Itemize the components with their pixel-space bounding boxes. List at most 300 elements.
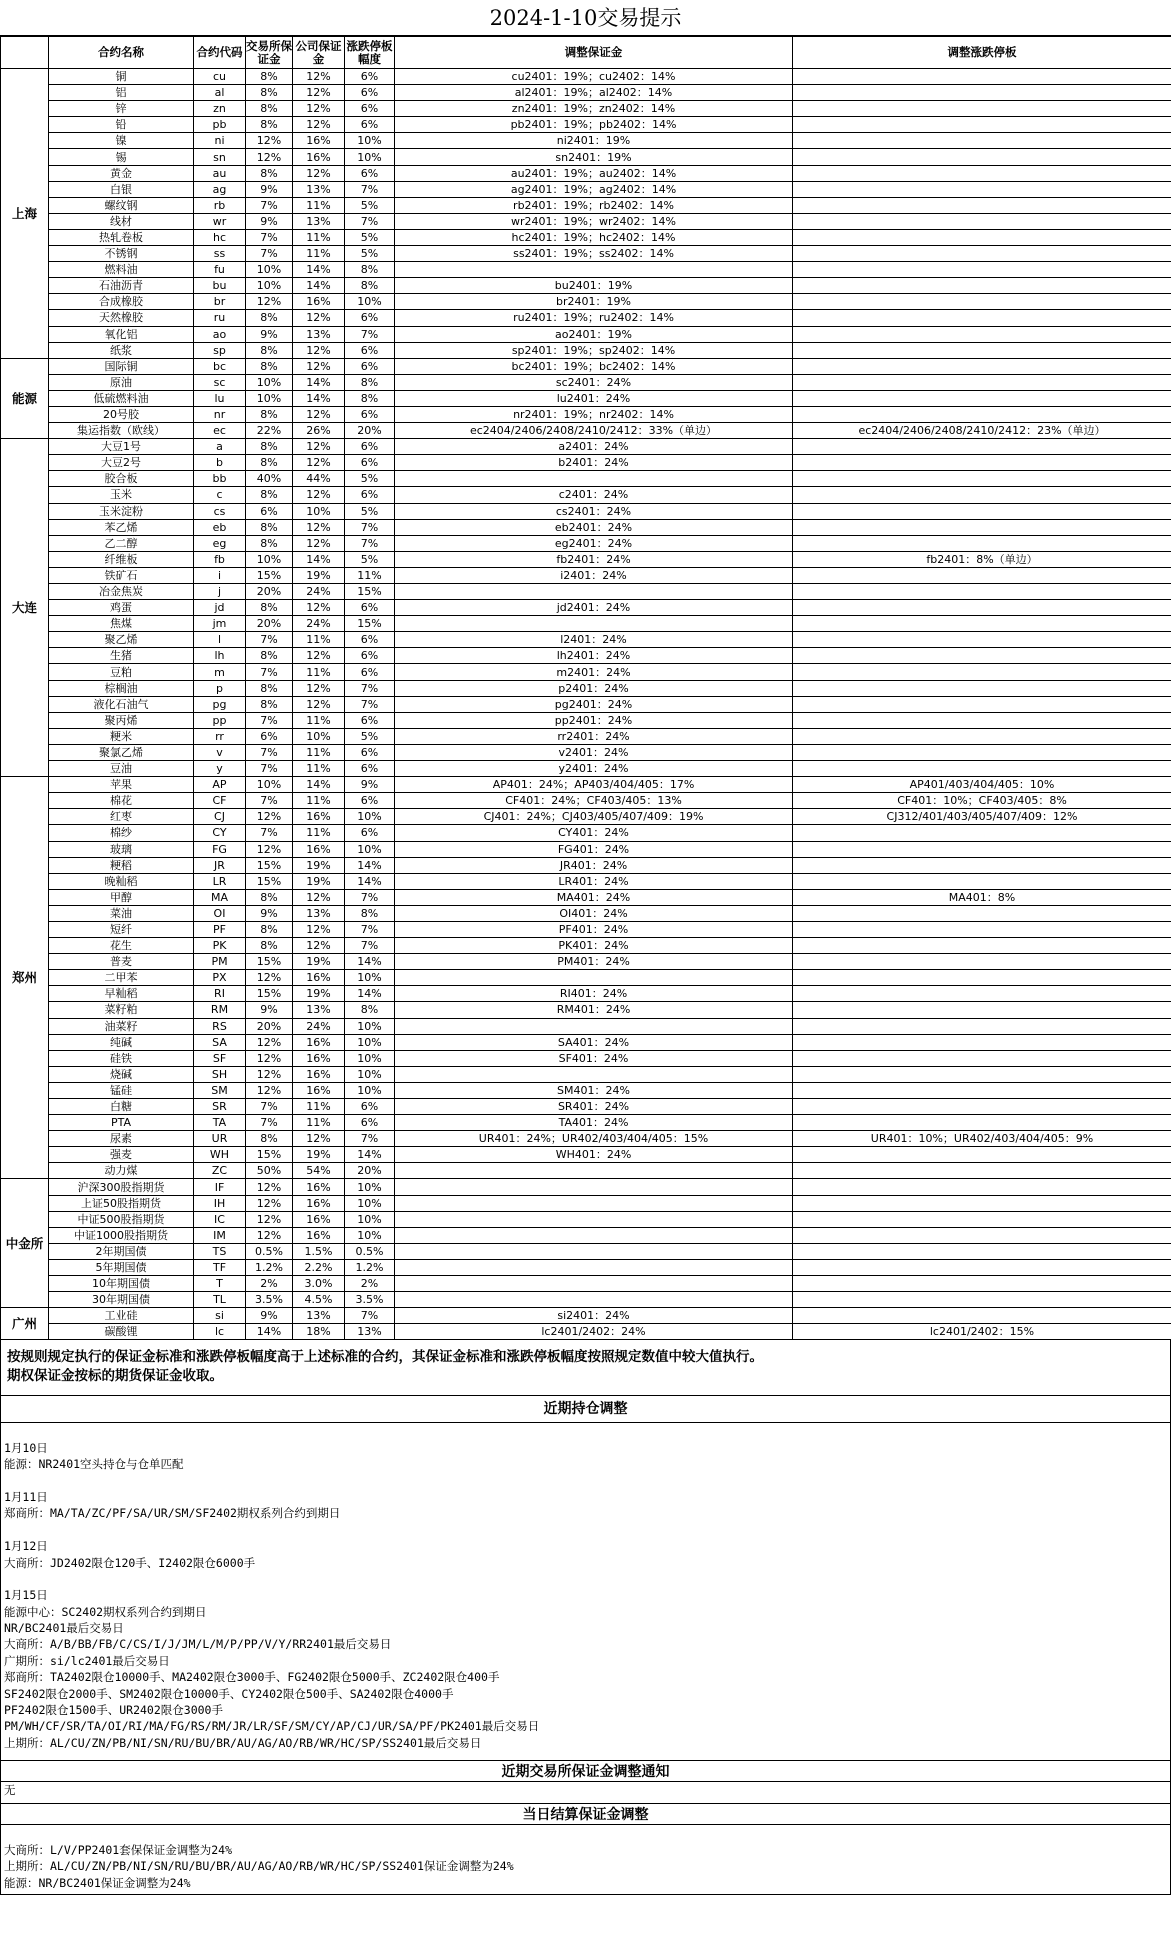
company-margin-cell: 11% — [293, 793, 345, 809]
section-line: 1月15日 — [4, 1588, 48, 1603]
contract-name-cell: 乙二醇 — [49, 535, 194, 551]
company-margin-cell: 16% — [293, 133, 345, 149]
contract-name-cell: 甲醇 — [49, 889, 194, 905]
contract-name-cell: 铜 — [49, 69, 194, 85]
exchange-margin-cell: 8% — [246, 680, 293, 696]
price-limit-cell: 0.5% — [345, 1243, 395, 1259]
company-margin-cell: 19% — [293, 986, 345, 1002]
contract-name-cell: 氧化铝 — [49, 326, 194, 342]
contract-name-cell: 菜油 — [49, 905, 194, 921]
exchange-margin-cell: 10% — [246, 551, 293, 567]
adjusted-limit-cell — [793, 1147, 1171, 1163]
adjusted-limit-cell — [793, 101, 1171, 117]
contract-code-cell: cu — [194, 69, 246, 85]
exchange-margin-cell: 15% — [246, 873, 293, 889]
price-limit-cell: 20% — [345, 1163, 395, 1179]
adjusted-limit-cell — [793, 954, 1171, 970]
adjusted-margin-cell — [395, 970, 793, 986]
price-limit-cell: 15% — [345, 584, 395, 600]
table-row — [1, 358, 1171, 374]
contract-name-cell: 螺纹钢 — [49, 197, 194, 213]
section-line: 郑商所：MA/TA/ZC/PF/SA/UR/SM/SF2402期权系列合约到期日 — [4, 1506, 341, 1521]
price-limit-cell: 14% — [345, 873, 395, 889]
price-limit-cell: 14% — [345, 857, 395, 873]
adjusted-margin-cell: ec2404/2406/2408/2410/2412：33%（单边） — [395, 423, 793, 439]
contract-code-cell: ec — [194, 423, 246, 439]
contract-code-cell: TL — [194, 1292, 246, 1308]
company-margin-cell: 16% — [293, 1050, 345, 1066]
contract-name-cell: 国际铜 — [49, 358, 194, 374]
contract-code-cell: fu — [194, 262, 246, 278]
company-margin-cell: 11% — [293, 197, 345, 213]
contract-code-cell: bb — [194, 471, 246, 487]
contract-name-cell: 硅铁 — [49, 1050, 194, 1066]
price-limit-cell: 10% — [345, 1066, 395, 1082]
contract-code-cell: hc — [194, 229, 246, 245]
adjusted-limit-cell — [793, 600, 1171, 616]
table-row — [1, 278, 1171, 294]
exchange-margin-cell: 8% — [246, 101, 293, 117]
adjusted-margin-cell: PM401：24% — [395, 954, 793, 970]
table-row — [1, 101, 1171, 117]
contract-name-cell: 沪深300股指期货 — [49, 1179, 194, 1195]
adjusted-limit-cell — [793, 921, 1171, 937]
adjusted-limit-cell — [793, 535, 1171, 551]
company-margin-cell: 16% — [293, 1211, 345, 1227]
contract-code-cell: sn — [194, 149, 246, 165]
exchange-margin-cell: 20% — [246, 1018, 293, 1034]
contract-code-cell: T — [194, 1276, 246, 1292]
adjusted-limit-cell — [793, 873, 1171, 889]
contract-name-cell: 纤维板 — [49, 551, 194, 567]
exchange-margin-cell: 15% — [246, 986, 293, 1002]
price-limit-cell: 9% — [345, 777, 395, 793]
adjusted-limit-cell — [793, 1082, 1171, 1098]
exchange-margin-cell: 6% — [246, 728, 293, 744]
company-margin-cell: 12% — [293, 69, 345, 85]
company-margin-cell: 12% — [293, 487, 345, 503]
company-margin-cell: 19% — [293, 857, 345, 873]
contract-name-cell: 焦煤 — [49, 616, 194, 632]
company-margin-cell: 16% — [293, 809, 345, 825]
company-margin-cell: 19% — [293, 873, 345, 889]
exchange-margin-cell: 10% — [246, 374, 293, 390]
adjusted-limit-cell — [793, 1227, 1171, 1243]
price-limit-cell: 6% — [345, 600, 395, 616]
table-row — [1, 1147, 1171, 1163]
table-row — [1, 455, 1171, 471]
price-limit-cell: 14% — [345, 954, 395, 970]
adjusted-limit-cell — [793, 1243, 1171, 1259]
contract-name-cell: 二甲苯 — [49, 970, 194, 986]
contract-code-cell: au — [194, 165, 246, 181]
contract-name-cell: 普麦 — [49, 954, 194, 970]
contract-name-cell: 玉米淀粉 — [49, 503, 194, 519]
exchange-margin-cell: 8% — [246, 600, 293, 616]
contract-code-cell: pp — [194, 712, 246, 728]
contract-name-cell: 棉花 — [49, 793, 194, 809]
adjusted-margin-cell: RI401：24% — [395, 986, 793, 1002]
adjusted-margin-cell — [395, 616, 793, 632]
table-row — [1, 246, 1171, 262]
company-margin-cell: 12% — [293, 696, 345, 712]
adjusted-limit-cell — [793, 487, 1171, 503]
section-line: PM/WH/CF/SR/TA/OI/RI/MA/FG/RS/RM/JR/LR/SF/SM/CY/AP/CJ/UR/SA/PF/PK2401最后交易日 — [4, 1719, 540, 1734]
contract-code-cell: bc — [194, 358, 246, 374]
adjusted-margin-cell — [395, 1163, 793, 1179]
exchange-margin-cell: 8% — [246, 696, 293, 712]
contract-code-cell: zn — [194, 101, 246, 117]
price-limit-cell: 6% — [345, 1115, 395, 1131]
company-margin-cell: 11% — [293, 761, 345, 777]
exchange-margin-cell: 8% — [246, 1131, 293, 1147]
contract-code-cell: IF — [194, 1179, 246, 1195]
adjusted-margin-cell: l2401：24% — [395, 632, 793, 648]
table-row — [1, 1292, 1171, 1308]
contract-name-cell: 红枣 — [49, 809, 194, 825]
contract-name-cell: 集运指数（欧线） — [49, 423, 194, 439]
contract-name-cell: 烧碱 — [49, 1066, 194, 1082]
margin-table — [0, 36, 1171, 1340]
exchange-margin-cell: 10% — [246, 262, 293, 278]
contract-code-cell: PX — [194, 970, 246, 986]
exchange-margin-cell: 7% — [246, 1099, 293, 1115]
adjusted-margin-cell: i2401：24% — [395, 567, 793, 583]
contract-code-cell: ag — [194, 181, 246, 197]
adjusted-limit-cell — [793, 1066, 1171, 1082]
price-limit-cell: 8% — [345, 390, 395, 406]
contract-name-cell: 黄金 — [49, 165, 194, 181]
company-margin-cell: 12% — [293, 85, 345, 101]
exchange-margin-cell: 8% — [246, 455, 293, 471]
exchange-margin-cell: 8% — [246, 69, 293, 85]
company-margin-cell: 12% — [293, 938, 345, 954]
adjusted-margin-cell: sc2401：24% — [395, 374, 793, 390]
table-row — [1, 1324, 1171, 1340]
contract-code-cell: CJ — [194, 809, 246, 825]
contract-code-cell: CF — [194, 793, 246, 809]
adjusted-margin-cell: pb2401：19%；pb2402：14% — [395, 117, 793, 133]
contract-code-cell: rb — [194, 197, 246, 213]
contract-code-cell: br — [194, 294, 246, 310]
adjusted-limit-cell — [793, 85, 1171, 101]
contract-code-cell: IM — [194, 1227, 246, 1243]
adjusted-margin-cell: ni2401：19% — [395, 133, 793, 149]
contract-code-cell: cs — [194, 503, 246, 519]
company-margin-cell: 12% — [293, 406, 345, 422]
adjusted-limit-cell — [793, 986, 1171, 1002]
company-margin-cell: 12% — [293, 117, 345, 133]
company-margin-cell: 14% — [293, 374, 345, 390]
table-row — [1, 165, 1171, 181]
table-row — [1, 1002, 1171, 1018]
price-limit-cell: 6% — [345, 664, 395, 680]
contract-code-cell: bu — [194, 278, 246, 294]
company-margin-cell: 19% — [293, 1147, 345, 1163]
adjusted-limit-cell — [793, 374, 1171, 390]
contract-code-cell: lc — [194, 1324, 246, 1340]
table-row — [1, 857, 1171, 873]
table-row — [1, 1227, 1171, 1243]
adjusted-limit-cell — [793, 213, 1171, 229]
exchange-margin-cell: 8% — [246, 358, 293, 374]
contract-code-cell: RS — [194, 1018, 246, 1034]
adjusted-limit-cell — [793, 632, 1171, 648]
adjusted-limit-cell — [793, 744, 1171, 760]
table-row — [1, 938, 1171, 954]
contract-code-cell: j — [194, 584, 246, 600]
company-margin-cell: 11% — [293, 1099, 345, 1115]
price-limit-cell: 14% — [345, 1147, 395, 1163]
contract-code-cell: AP — [194, 777, 246, 793]
exchange-margin-cell: 7% — [246, 712, 293, 728]
company-margin-cell: 11% — [293, 825, 345, 841]
adjusted-margin-cell: au2401：19%；au2402：14% — [395, 165, 793, 181]
exchange-cell: 上海 — [1, 69, 49, 359]
table-row — [1, 471, 1171, 487]
price-limit-cell: 7% — [345, 326, 395, 342]
price-limit-cell: 13% — [345, 1324, 395, 1340]
adjusted-margin-cell — [395, 1179, 793, 1195]
header-contract-code: 合约代码 — [194, 37, 246, 69]
company-margin-cell: 16% — [293, 294, 345, 310]
price-limit-cell: 10% — [345, 1211, 395, 1227]
header-company-margin: 公司保证金 — [293, 37, 345, 69]
adjusted-limit-cell — [793, 342, 1171, 358]
exchange-margin-cell: 7% — [246, 744, 293, 760]
price-limit-cell: 8% — [345, 262, 395, 278]
adjusted-limit-cell — [793, 567, 1171, 583]
exchange-margin-cell: 12% — [246, 809, 293, 825]
page-title: 2024-1-10交易提示 — [0, 0, 1171, 36]
exchange-margin-cell: 8% — [246, 519, 293, 535]
adjusted-limit-cell — [793, 326, 1171, 342]
table-row — [1, 551, 1171, 567]
price-limit-cell: 10% — [345, 809, 395, 825]
company-margin-cell: 19% — [293, 567, 345, 583]
table-row — [1, 117, 1171, 133]
adjusted-limit-cell: AP401/403/404/405：10% — [793, 777, 1171, 793]
section-line — [4, 1522, 1170, 1538]
section-line: 上期所：AL/CU/ZN/PB/NI/SN/RU/BU/BR/AU/AG/AO/RB/WR/HC/SP/SS2401最后交易日 — [4, 1735, 482, 1750]
exchange-cell: 大连 — [1, 439, 49, 777]
exchange-margin-cell: 20% — [246, 616, 293, 632]
table-row — [1, 213, 1171, 229]
table-row — [1, 889, 1171, 905]
price-limit-cell: 7% — [345, 181, 395, 197]
contract-name-cell: 鸡蛋 — [49, 600, 194, 616]
price-limit-cell: 1.2% — [345, 1259, 395, 1275]
contract-code-cell: ZC — [194, 1163, 246, 1179]
adjusted-limit-cell — [793, 905, 1171, 921]
table-row — [1, 310, 1171, 326]
price-limit-cell: 10% — [345, 1227, 395, 1243]
rules-note-line: 按规则规定执行的保证金标准和涨跌停板幅度高于上述标准的合约，其保证金标准和涨跌停板幅度按照规定数值中较大值执行。 — [7, 1349, 763, 1366]
exchange-margin-cell: 40% — [246, 471, 293, 487]
contract-name-cell: 中证1000股指期货 — [49, 1227, 194, 1243]
company-margin-cell: 12% — [293, 439, 345, 455]
contract-code-cell: i — [194, 567, 246, 583]
company-margin-cell: 24% — [293, 1018, 345, 1034]
price-limit-cell: 6% — [345, 632, 395, 648]
table-row — [1, 793, 1171, 809]
adjusted-limit-cell — [793, 246, 1171, 262]
adjusted-limit-cell — [793, 455, 1171, 471]
price-limit-cell: 6% — [345, 825, 395, 841]
contract-name-cell: 合成橡胶 — [49, 294, 194, 310]
section-line: 1月11日 — [4, 1489, 48, 1504]
adjusted-limit-cell — [793, 439, 1171, 455]
contract-name-cell: 早籼稻 — [49, 986, 194, 1002]
adjusted-margin-cell: MA401：24% — [395, 889, 793, 905]
adjusted-limit-cell: lc2401/2402：15% — [793, 1324, 1171, 1340]
company-margin-cell: 12% — [293, 101, 345, 117]
contract-name-cell: 苹果 — [49, 777, 194, 793]
exchange-margin-cell: 8% — [246, 117, 293, 133]
rules-note-line: 期权保证金按标的期货保证金收取。 — [7, 1368, 223, 1385]
table-row — [1, 986, 1171, 1002]
section-line: 郑商所：TA2402限仓10000手、MA2402限仓3000手、FG2402限仓5000手、ZC2402限仓400手 — [4, 1670, 500, 1685]
table-row — [1, 294, 1171, 310]
table-row — [1, 696, 1171, 712]
settlement-adjust-header: 当日结算保证金调整 — [0, 1803, 1171, 1825]
adjusted-limit-cell — [793, 519, 1171, 535]
section-line: 能源：NR2401空头持仓与仓单匹配 — [4, 1457, 184, 1472]
company-margin-cell: 19% — [293, 954, 345, 970]
adjusted-limit-cell — [793, 406, 1171, 422]
table-row — [1, 423, 1171, 439]
contract-code-cell: JR — [194, 857, 246, 873]
contract-name-cell: 晚籼稻 — [49, 873, 194, 889]
contract-name-cell: 铁矿石 — [49, 567, 194, 583]
adjusted-limit-cell — [793, 841, 1171, 857]
contract-name-cell: 锡 — [49, 149, 194, 165]
adjusted-margin-cell: lh2401：24% — [395, 648, 793, 664]
table-row — [1, 1259, 1171, 1275]
contract-code-cell: MA — [194, 889, 246, 905]
contract-code-cell: p — [194, 680, 246, 696]
exchange-header — [1, 37, 49, 69]
contract-code-cell: PF — [194, 921, 246, 937]
contract-code-cell: al — [194, 85, 246, 101]
table-row — [1, 439, 1171, 455]
price-limit-cell: 6% — [345, 342, 395, 358]
table-row — [1, 809, 1171, 825]
adjusted-margin-cell: eg2401：24% — [395, 535, 793, 551]
adjusted-margin-cell: SF401：24% — [395, 1050, 793, 1066]
table-row — [1, 744, 1171, 760]
adjusted-limit-cell — [793, 1018, 1171, 1034]
price-limit-cell: 10% — [345, 149, 395, 165]
table-row — [1, 728, 1171, 744]
contract-code-cell: WH — [194, 1147, 246, 1163]
adjusted-limit-cell — [793, 970, 1171, 986]
contract-code-cell: pg — [194, 696, 246, 712]
price-limit-cell: 6% — [345, 358, 395, 374]
adjusted-limit-cell — [793, 149, 1171, 165]
adjusted-limit-cell — [793, 938, 1171, 954]
table-row — [1, 1034, 1171, 1050]
exchange-margin-cell: 8% — [246, 648, 293, 664]
adjusted-limit-cell — [793, 728, 1171, 744]
price-limit-cell: 6% — [345, 85, 395, 101]
contract-code-cell: ni — [194, 133, 246, 149]
table-row — [1, 648, 1171, 664]
price-limit-cell: 6% — [345, 310, 395, 326]
company-margin-cell: 16% — [293, 1082, 345, 1098]
contract-name-cell: 纯碱 — [49, 1034, 194, 1050]
company-margin-cell: 24% — [293, 584, 345, 600]
contract-code-cell: lh — [194, 648, 246, 664]
exchange-margin-cell: 12% — [246, 1227, 293, 1243]
exchange-margin-cell: 14% — [246, 1324, 293, 1340]
company-margin-cell: 16% — [293, 841, 345, 857]
exchange-cell: 郑州 — [1, 777, 49, 1179]
adjusted-margin-cell: CY401：24% — [395, 825, 793, 841]
exchange-margin-cell: 8% — [246, 165, 293, 181]
contract-name-cell: 2年期国债 — [49, 1243, 194, 1259]
price-limit-cell: 3.5% — [345, 1292, 395, 1308]
exchange-margin-cell: 7% — [246, 246, 293, 262]
price-limit-cell: 10% — [345, 1179, 395, 1195]
adjusted-margin-cell: FG401：24% — [395, 841, 793, 857]
exchange-margin-cell: 1.2% — [246, 1259, 293, 1275]
margin-notice-body — [0, 1782, 1171, 1803]
price-limit-cell: 10% — [345, 841, 395, 857]
table-row — [1, 567, 1171, 583]
adjusted-margin-cell: cu2401：19%；cu2402：14% — [395, 69, 793, 85]
contract-name-cell: 中证500股指期货 — [49, 1211, 194, 1227]
table-row — [1, 390, 1171, 406]
price-limit-cell: 6% — [345, 69, 395, 85]
contract-code-cell: PM — [194, 954, 246, 970]
section-line: 大商所：L/V/PP2401套保保证金调整为24% — [4, 1842, 233, 1857]
adjusted-limit-cell — [793, 1034, 1171, 1050]
company-margin-cell: 26% — [293, 423, 345, 439]
company-margin-cell: 11% — [293, 712, 345, 728]
contract-name-cell: 尿素 — [49, 1131, 194, 1147]
company-margin-cell: 13% — [293, 213, 345, 229]
contract-code-cell: sp — [194, 342, 246, 358]
adjusted-margin-cell: b2401：24% — [395, 455, 793, 471]
contract-name-cell: 豆油 — [49, 761, 194, 777]
company-margin-cell: 12% — [293, 600, 345, 616]
adjusted-margin-cell: ag2401：19%；ag2402：14% — [395, 181, 793, 197]
table-row — [1, 761, 1171, 777]
price-limit-cell: 15% — [345, 616, 395, 632]
adjusted-limit-cell — [793, 1276, 1171, 1292]
contract-name-cell: 大豆2号 — [49, 455, 194, 471]
company-margin-cell: 16% — [293, 1195, 345, 1211]
contract-name-cell: 原油 — [49, 374, 194, 390]
contract-name-cell: 10年期国债 — [49, 1276, 194, 1292]
contract-code-cell: wr — [194, 213, 246, 229]
adjusted-margin-cell: br2401：19% — [395, 294, 793, 310]
adjusted-limit-cell — [793, 229, 1171, 245]
exchange-margin-cell: 7% — [246, 761, 293, 777]
contract-name-cell: 上证50股指期货 — [49, 1195, 194, 1211]
exchange-margin-cell: 8% — [246, 439, 293, 455]
company-margin-cell: 12% — [293, 455, 345, 471]
company-margin-cell: 12% — [293, 310, 345, 326]
adjusted-margin-cell: zn2401：19%；zn2402：14% — [395, 101, 793, 117]
price-limit-cell: 7% — [345, 696, 395, 712]
adjusted-margin-cell: lu2401：24% — [395, 390, 793, 406]
price-limit-cell: 7% — [345, 1308, 395, 1324]
section-line: 能源：NR/BC2401保证金调整为24% — [4, 1875, 191, 1890]
contract-name-cell: 液化石油气 — [49, 696, 194, 712]
exchange-margin-cell: 8% — [246, 535, 293, 551]
